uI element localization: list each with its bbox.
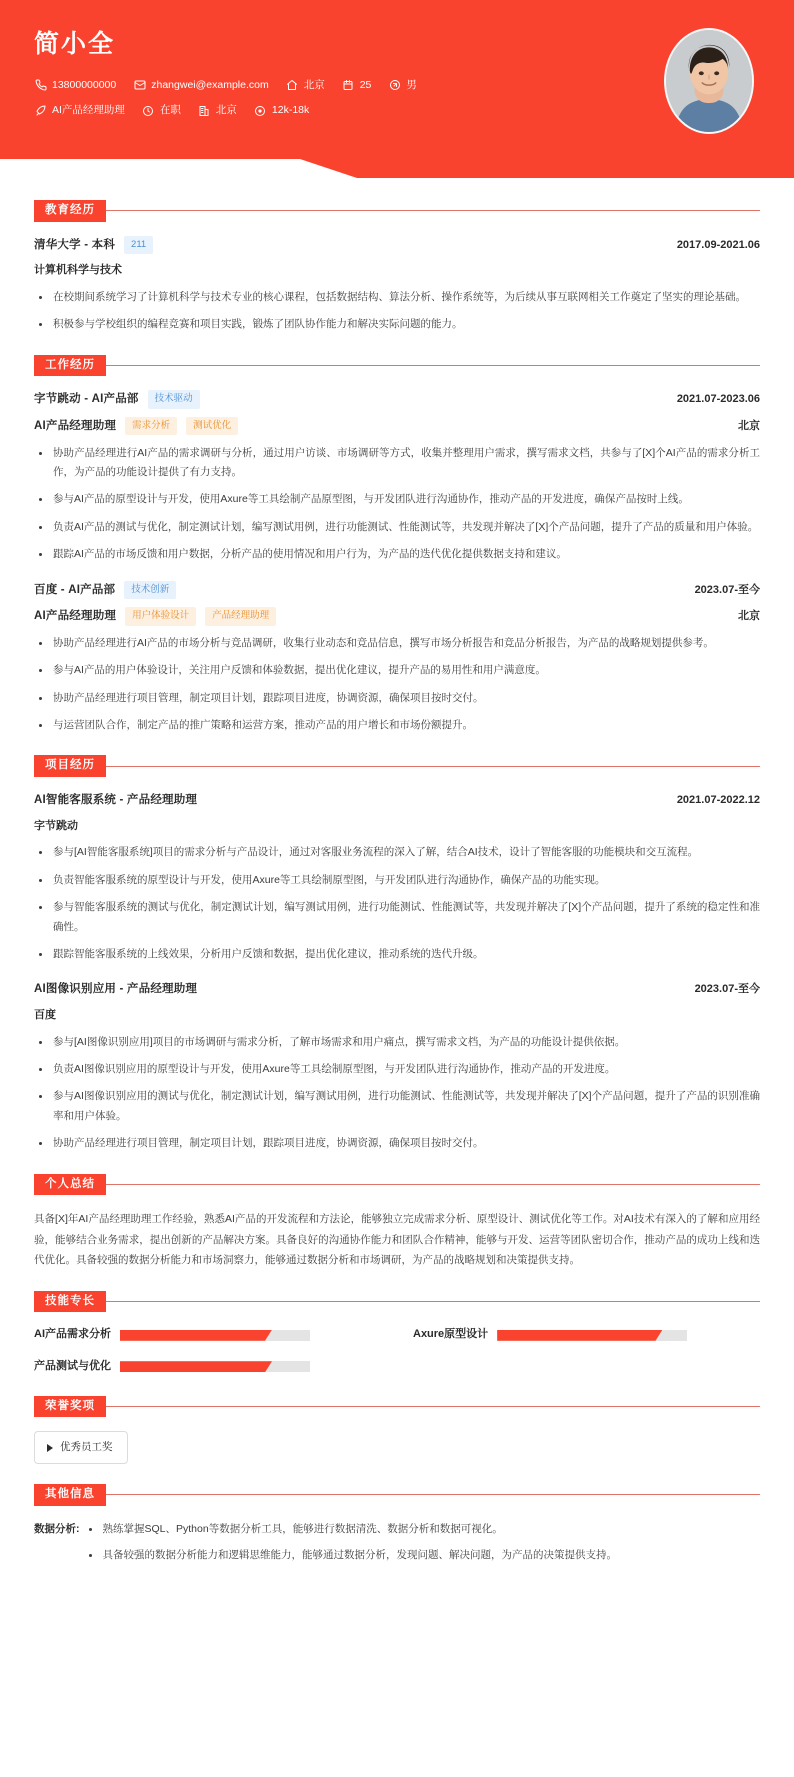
major-name: 计算机科学与技术 xyxy=(34,264,122,277)
header-content xyxy=(34,26,760,134)
skill-label: 产品测试与优化 xyxy=(34,1360,111,1372)
section-header-work xyxy=(34,355,760,377)
contact-age-text: 25 xyxy=(359,78,372,91)
list-item: 负责智能客服系统的原型设计与开发，使用Axure等工具绘制原型图，与开发团队进行沟通协作，确保产品的功能实现。 xyxy=(36,871,760,890)
salary-expectation-text: 12k-18k xyxy=(271,104,310,117)
section-title-other: 其他信息 xyxy=(34,1484,106,1506)
entry-title-left xyxy=(34,390,209,408)
list-item: 负责AI产品的测试与优化，制定测试计划，编写测试用例，进行功能测试、性能测试等，共发现并解决了[X]个产品问题，提升了产品的质量和用户体验。 xyxy=(36,518,760,537)
entry-title-row xyxy=(34,581,760,600)
company-tag: 技术驱动 xyxy=(148,390,200,408)
project-company: 百度 xyxy=(34,1009,56,1022)
section-rule xyxy=(104,1494,760,1495)
list-item: 协助产品经理进行项目管理，制定项目计划，跟踪项目进度，协调资源，确保项目按时交付。 xyxy=(36,1134,760,1153)
section-rule xyxy=(104,1184,760,1185)
section-header-education xyxy=(34,200,760,222)
job-city-text: 北京 xyxy=(215,104,237,117)
contact-city xyxy=(286,77,325,94)
contact-age xyxy=(342,77,372,94)
list-item: 参与智能客服系统的测试与优化，制定测试计划，编写测试用例，进行功能测试、性能测试等，共发现并解决了[X]个产品问题，提升了系统的稳定性和准确性。 xyxy=(36,898,760,937)
header-notch xyxy=(0,153,794,178)
skill-item xyxy=(413,1326,760,1344)
contact-email-text: zhangwei@example.com xyxy=(151,78,269,91)
section-header-awards xyxy=(34,1396,760,1418)
project-company: 字节跳动 xyxy=(34,819,78,832)
skill-progress-fill xyxy=(497,1330,662,1341)
list-item: 具备较强的数据分析能力和逻辑思维能力，能够通过数据分析，发现问题、解决问题，为产品的决策提供支持。 xyxy=(86,1546,761,1565)
section-header-skills xyxy=(34,1291,760,1313)
salary-expectation xyxy=(254,102,309,119)
contact-email xyxy=(133,77,268,94)
company-name: 字节跳动 - AI产品部 xyxy=(34,393,139,406)
project-bullets xyxy=(36,843,760,964)
section-projects xyxy=(34,755,760,1153)
work-date: 2023.07-至今 xyxy=(694,583,760,596)
list-item: 参与AI图像识别应用的测试与优化，制定测试计划，编写测试用例，进行功能测试、性能测试等，共发现并解决了[X]个产品问题，提升了产品的识别准确率和用户体验。 xyxy=(36,1087,760,1126)
list-item: 在校期间系统学习了计算机科学与技术专业的核心课程，包括数据结构、算法分析、操作系统等，为后续从事互联网相关工作奠定了坚实的理论基础。 xyxy=(36,288,760,307)
contact-gender-text: 男 xyxy=(406,78,417,91)
entry-title-row xyxy=(34,236,760,255)
list-item: 协助产品经理进行项目管理，制定项目计划，跟踪项目进度，协调资源，确保项目按时交付。 xyxy=(36,689,760,708)
list-item: 与运营团队合作，制定产品的推广策略和运营方案，推动产品的用户增长和市场份额提升。 xyxy=(36,716,760,735)
other-info-body xyxy=(84,1520,761,1573)
award-item[interactable] xyxy=(34,1431,128,1464)
section-summary xyxy=(34,1174,760,1271)
entry-title-row xyxy=(34,390,760,409)
school-name: 清华大学 - 本科 xyxy=(34,238,116,251)
list-item: 参与[AI智能客服系统]项目的需求分析与产品设计，通过对客服业务流程的深入了解，结合AI技术，设计了智能客服的功能模块和交互流程。 xyxy=(36,843,760,862)
work-entry xyxy=(34,390,760,564)
home-icon xyxy=(286,78,299,91)
list-item: 积极参与学校组织的编程竞赛和项目实践，锻炼了团队协作能力和解决实际问题的能力。 xyxy=(36,315,760,334)
job-status xyxy=(142,102,181,119)
resume-header xyxy=(0,0,794,178)
job-status-text: 在职 xyxy=(159,104,181,117)
education-date: 2017.09-2021.06 xyxy=(676,238,760,251)
contact-phone xyxy=(34,77,116,94)
list-item: 协助产品经理进行AI产品的需求调研与分析，通过用户访谈、市场调研等方式，收集并整理用户需求，撰写需求文档，共参与了[X]个AI产品的需求分析工作，为产品的功能设计提供了有力支持。 xyxy=(36,444,760,483)
work-date: 2021.07-2023.06 xyxy=(676,393,760,406)
section-education xyxy=(34,200,760,335)
role-name: AI产品经理助理 xyxy=(34,610,117,623)
section-title-awards: 荣誉奖项 xyxy=(34,1396,106,1418)
work-bullets xyxy=(36,444,760,565)
section-title-skills: 技能专长 xyxy=(34,1291,106,1313)
entry-title-left xyxy=(34,236,162,254)
project-entry xyxy=(34,980,760,1153)
role-tag: 用户体验设计 xyxy=(125,607,196,625)
contact-gender xyxy=(388,77,417,94)
entry-role-row xyxy=(34,607,760,626)
list-item: 跟踪智能客服系统的上线效果，分析用户反馈和数据，提出优化建议，推动系统的迭代升级。 xyxy=(36,945,760,964)
role-name: AI产品经理助理 xyxy=(34,419,117,432)
work-bullets xyxy=(36,634,760,736)
skill-progress-fill xyxy=(120,1361,272,1372)
entry-role-row xyxy=(34,417,760,436)
gender-icon xyxy=(388,78,401,91)
role-tag: 测试优化 xyxy=(186,417,238,435)
skill-progress-fill xyxy=(120,1330,272,1341)
other-info-group xyxy=(34,1520,760,1573)
section-rule xyxy=(104,210,760,211)
section-other xyxy=(34,1484,760,1572)
skill-progress-bar xyxy=(120,1330,310,1341)
list-item: 负责AI图像识别应用的原型设计与开发，使用Axure等工具绘制原型图，与开发团队进行沟通协作，推动产品的开发进度。 xyxy=(36,1060,760,1079)
building-icon xyxy=(198,104,211,117)
school-tag: 211 xyxy=(124,236,153,254)
list-item: 跟踪AI产品的市场反馈和用户数据，分析产品的使用情况和用户行为，为产品的迭代优化提供数据支持和建议。 xyxy=(36,545,760,564)
section-title-projects: 项目经历 xyxy=(34,755,106,777)
education-entry xyxy=(34,236,760,335)
section-rule xyxy=(104,766,760,767)
section-skills xyxy=(34,1291,760,1376)
summary-text: 具备[X]年AI产品经理助理工作经验，熟悉AI产品的开发流程和方法论，能够独立完成需求分析、原型设计、测试优化等工作。对AI技术有深入的了解和应用经验，能够结合业务需求，提出创新的产品解决方案。具备良好的沟通协作能力和团队合作精神，能够与开发、运营等团队密切合作，推动产品的成功上线和迭代优化。具备较强的数据分析能力和市场洞察力，能够通过数据分析和市场调研，为产品的战略规划和决策提供支持。 xyxy=(34,1213,760,1267)
awards-list xyxy=(34,1431,760,1464)
role-tag: 需求分析 xyxy=(125,417,177,435)
resume-body xyxy=(0,178,794,1599)
entry-role-left xyxy=(34,417,247,435)
skill-progress-bar xyxy=(497,1330,687,1341)
project-date: 2023.07-至今 xyxy=(694,983,760,996)
other-bullets xyxy=(86,1520,761,1566)
clock-icon xyxy=(142,104,155,117)
section-rule xyxy=(104,365,760,366)
header-left xyxy=(34,26,434,128)
work-entry xyxy=(34,581,760,736)
section-title-education: 教育经历 xyxy=(34,200,106,222)
contact-row-primary xyxy=(34,77,434,94)
project-entry xyxy=(34,791,760,964)
mail-icon xyxy=(133,78,146,91)
project-name: AI图像识别应用 - 产品经理助理 xyxy=(34,983,198,996)
section-header-other xyxy=(34,1484,760,1506)
entry-role-left xyxy=(34,607,285,625)
entry-title-left xyxy=(34,791,206,809)
section-title-work: 工作经历 xyxy=(34,355,106,377)
rocket-icon xyxy=(34,104,47,117)
calendar-icon xyxy=(342,78,355,91)
contact-row-secondary xyxy=(34,102,434,119)
company-tag: 技术创新 xyxy=(124,581,176,599)
role-tag: 产品经理助理 xyxy=(205,607,276,625)
company-name: 百度 - AI产品部 xyxy=(34,583,116,596)
list-item: 熟练掌握SQL、Python等数据分析工具，能够进行数据清洗、数据分析和数据可视化。 xyxy=(86,1520,761,1539)
skill-item xyxy=(34,1358,381,1376)
entry-title-left xyxy=(34,980,206,998)
salary-icon xyxy=(254,104,267,117)
section-rule xyxy=(104,1301,760,1302)
section-work xyxy=(34,355,760,736)
other-info-label: 数据分析: xyxy=(34,1522,80,1535)
phone-icon xyxy=(34,78,47,91)
entry-title-row xyxy=(34,791,760,810)
skill-label: AI产品需求分析 xyxy=(34,1328,111,1341)
contact-phone-text: 13800000000 xyxy=(52,78,117,91)
skills-grid xyxy=(34,1326,760,1375)
project-bullets xyxy=(36,1033,760,1154)
section-title-summary: 个人总结 xyxy=(34,1174,106,1196)
list-item: 参与[AI图像识别应用]项目的市场调研与需求分析，了解市场需求和用户痛点，撰写需求文档，为产品的功能设计提供依据。 xyxy=(36,1033,760,1052)
list-item: 协助产品经理进行AI产品的市场分析与竞品调研，收集行业动态和竞品信息，撰写市场分析报告和竞品分析报告，为产品的战略规划提供参考。 xyxy=(36,634,760,653)
section-awards xyxy=(34,1396,760,1464)
avatar xyxy=(664,28,754,134)
page-title: 简小全 xyxy=(34,30,116,58)
contact-city-text: 北京 xyxy=(303,78,325,91)
work-location: 北京 xyxy=(738,419,760,432)
play-triangle-icon xyxy=(47,1444,53,1452)
education-bullets xyxy=(36,288,760,335)
skill-item xyxy=(34,1326,381,1344)
entry-title-left xyxy=(34,581,185,599)
job-target-text: AI产品经理助理 xyxy=(52,104,125,117)
entry-title-row xyxy=(34,980,760,999)
work-location: 北京 xyxy=(738,610,760,623)
skill-progress-bar xyxy=(120,1361,310,1372)
section-header-summary xyxy=(34,1174,760,1196)
skill-label: Axure原型设计 xyxy=(413,1328,489,1341)
section-header-projects xyxy=(34,755,760,777)
job-target xyxy=(34,102,125,119)
project-date: 2021.07-2022.12 xyxy=(676,794,760,807)
section-rule xyxy=(104,1406,760,1407)
list-item: 参与AI产品的用户体验设计，关注用户反馈和体验数据，提出优化建议，提升产品的易用性和用户满意度。 xyxy=(36,661,760,680)
award-label: 优秀员工奖 xyxy=(60,1441,113,1454)
project-name: AI智能客服系统 - 产品经理助理 xyxy=(34,794,198,807)
job-city xyxy=(198,102,237,119)
list-item: 参与AI产品的原型设计与开发，使用Axure等工具绘制产品原型图，与开发团队进行沟通协作，推动产品的开发进度，确保产品按时上线。 xyxy=(36,490,760,509)
